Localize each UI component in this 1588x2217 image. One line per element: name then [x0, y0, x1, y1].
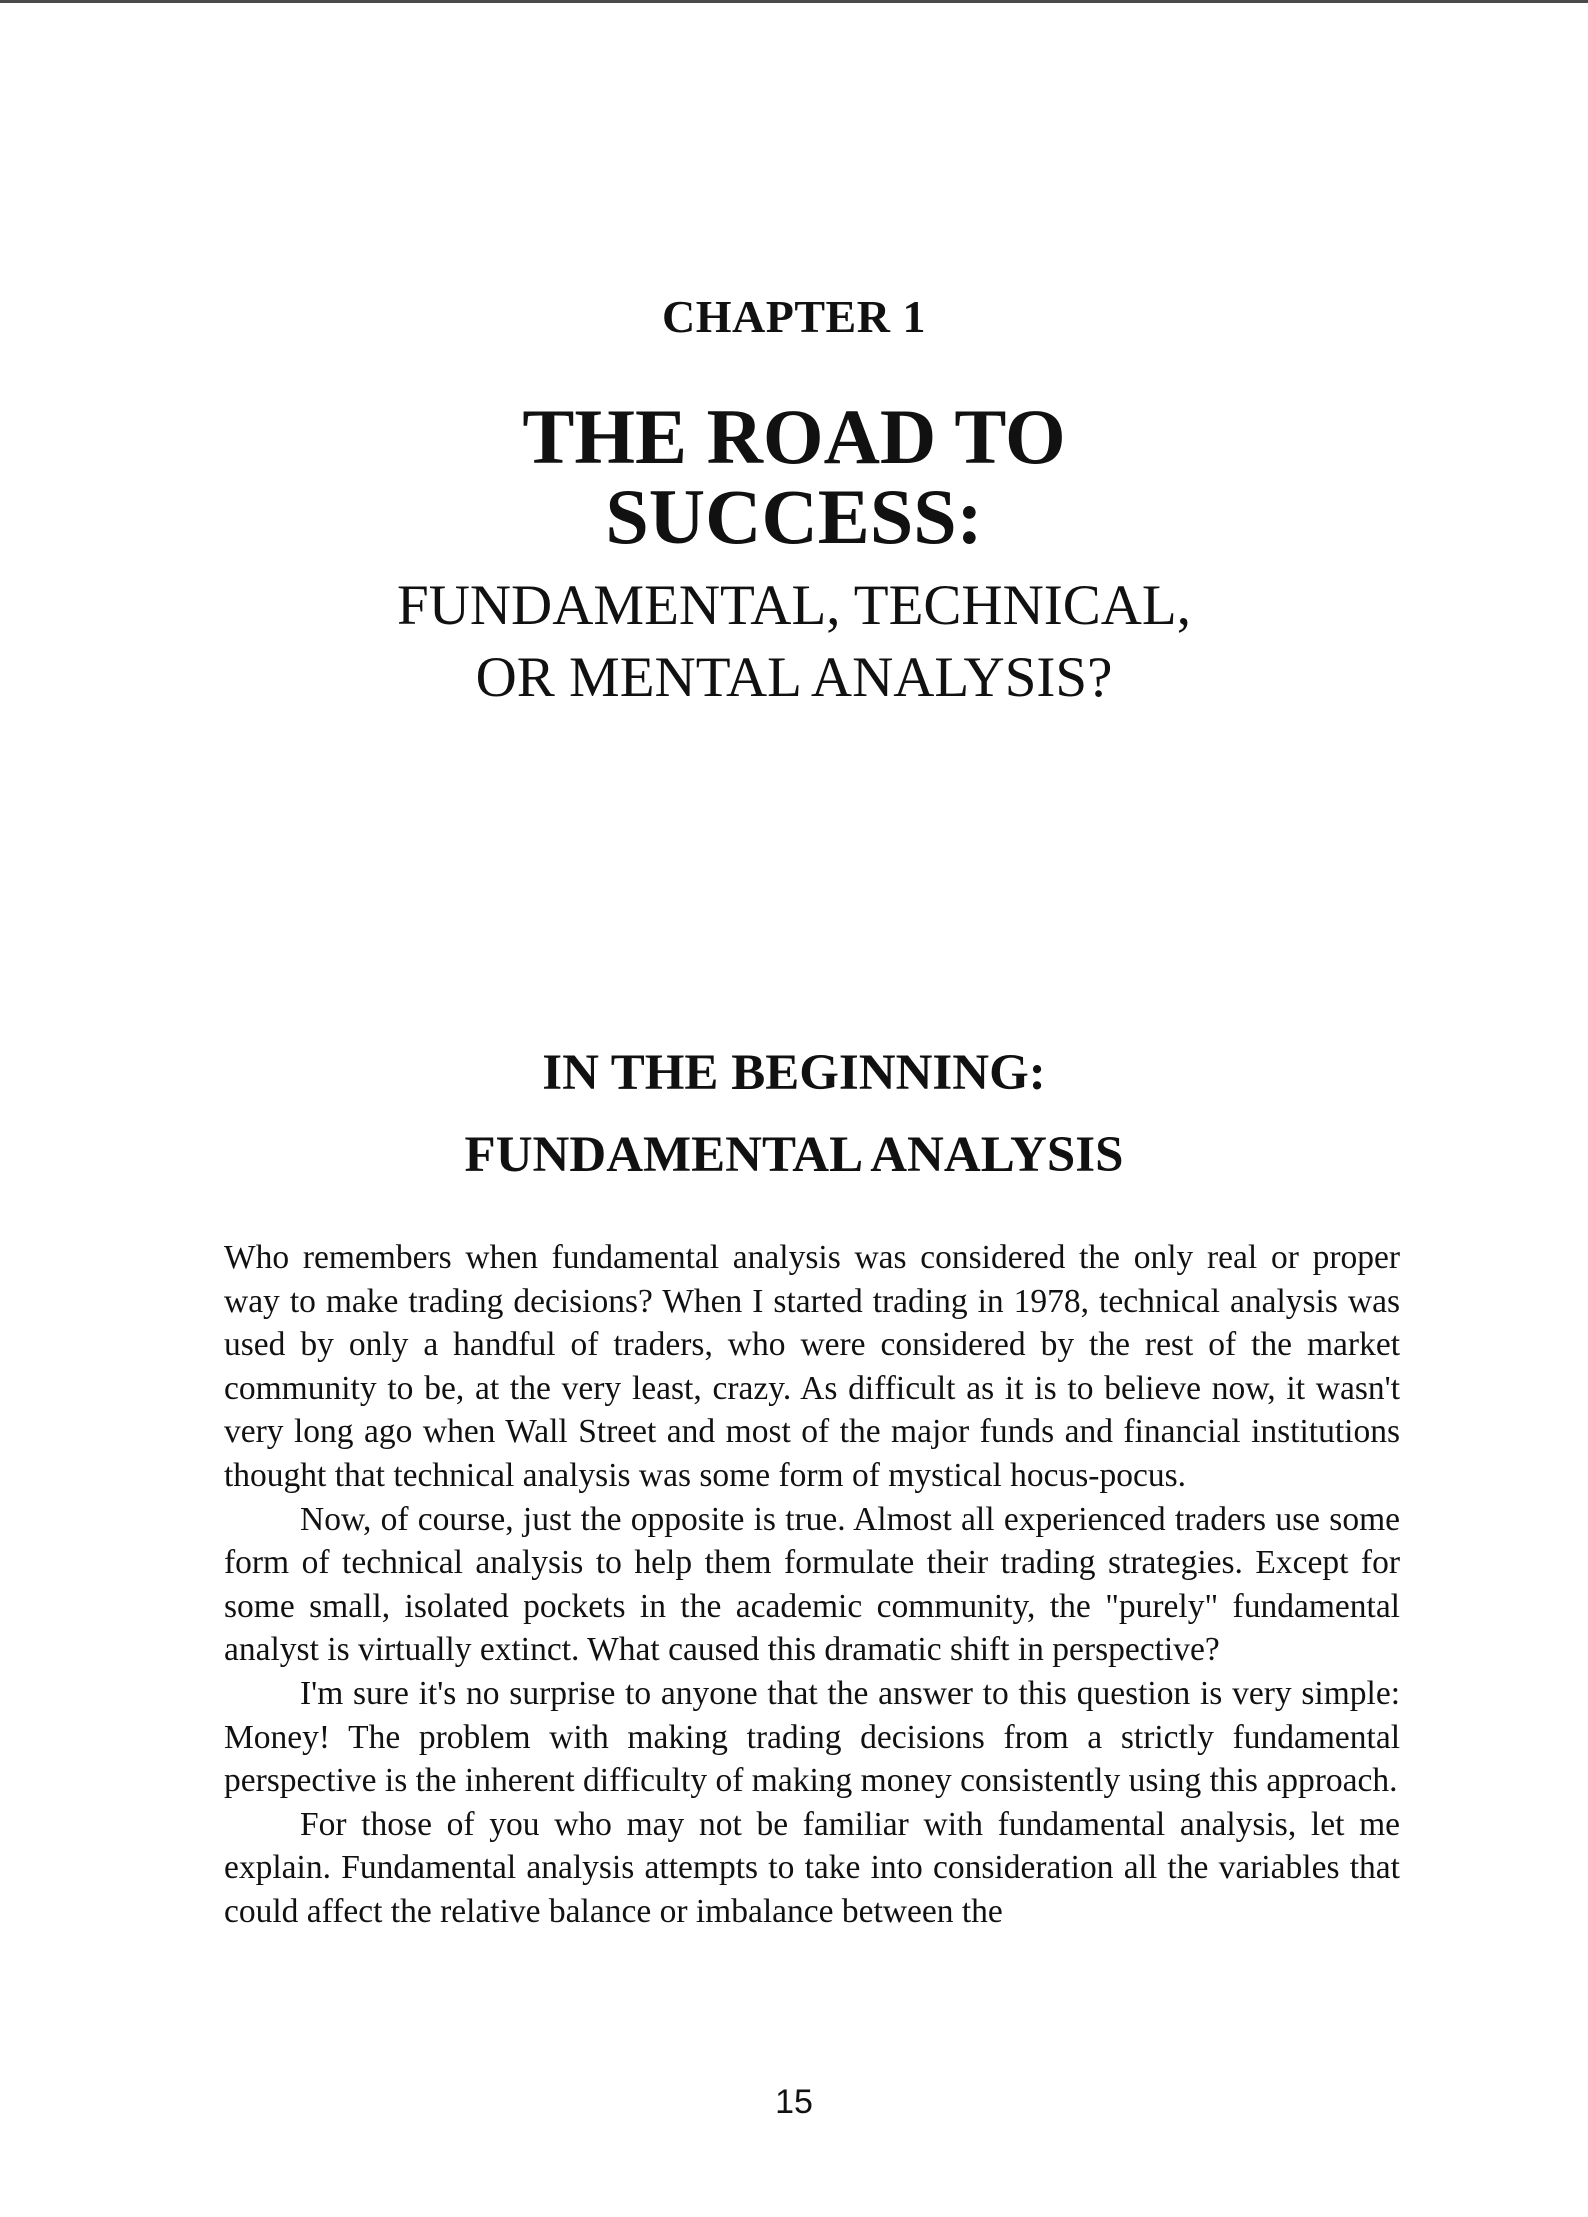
page-number: 15	[775, 2083, 813, 2121]
chapter-subtitle	[0, 570, 1588, 714]
chapter-title	[0, 393, 1588, 560]
paragraph-1: Who remembers when fundamental analysis was considered the only real or proper way to make trading decisions? When I started trading in 1978, technical analysis was used by only a handful of traders, who were considered by the rest of the market community to be, at the very least, crazy. As difficult as it is to believe now, it wasn't very long ago when Wall Street and most of the major funds and financial institutions thought that technical analysis was some form of mystical hocus-pocus.	[224, 1239, 1400, 1494]
chapter-title-line-1: THE ROAD TO	[522, 393, 1066, 480]
chapter-title-line-2: SUCCESS:	[605, 473, 983, 560]
page-top-border	[0, 0, 1588, 3]
section-heading-line-2: FUNDAMENTAL ANALYSIS	[464, 1127, 1124, 1183]
section-heading-line-1: IN THE BEGINNING:	[542, 1045, 1046, 1101]
chapter-subtitle-line-2: OR MENTAL ANALYSIS?	[475, 646, 1113, 709]
paragraph-4: For those of you who may not be familiar with fundamental analysis, let me explain. Fundamental analysis attempts to take into consideration all the variables that could affect the relative balance or imbalance between the	[224, 1805, 1400, 1930]
chapter-subtitle-line-1: FUNDAMENTAL, TECHNICAL,	[397, 574, 1191, 637]
paragraph-3: I'm sure it's no surprise to anyone that the answer to this question is very simple: Money! The problem with making trading decisions from a strictly fundamental perspective is the inherent difficulty of making money consistently using this approach.	[224, 1674, 1400, 1800]
body-text	[224, 1236, 1400, 1934]
chapter-label: CHAPTER 1	[662, 291, 926, 342]
section-heading	[0, 1032, 1588, 1196]
paragraph-2: Now, of course, just the opposite is true. Almost all experienced traders use some form of technical analysis to help them formulate their trading strategies. Except for some small, isolated pockets in the academic community, the "purely" fundamental analyst is virtually extinct. What caused this dramatic shift in perspective?	[224, 1500, 1400, 1669]
